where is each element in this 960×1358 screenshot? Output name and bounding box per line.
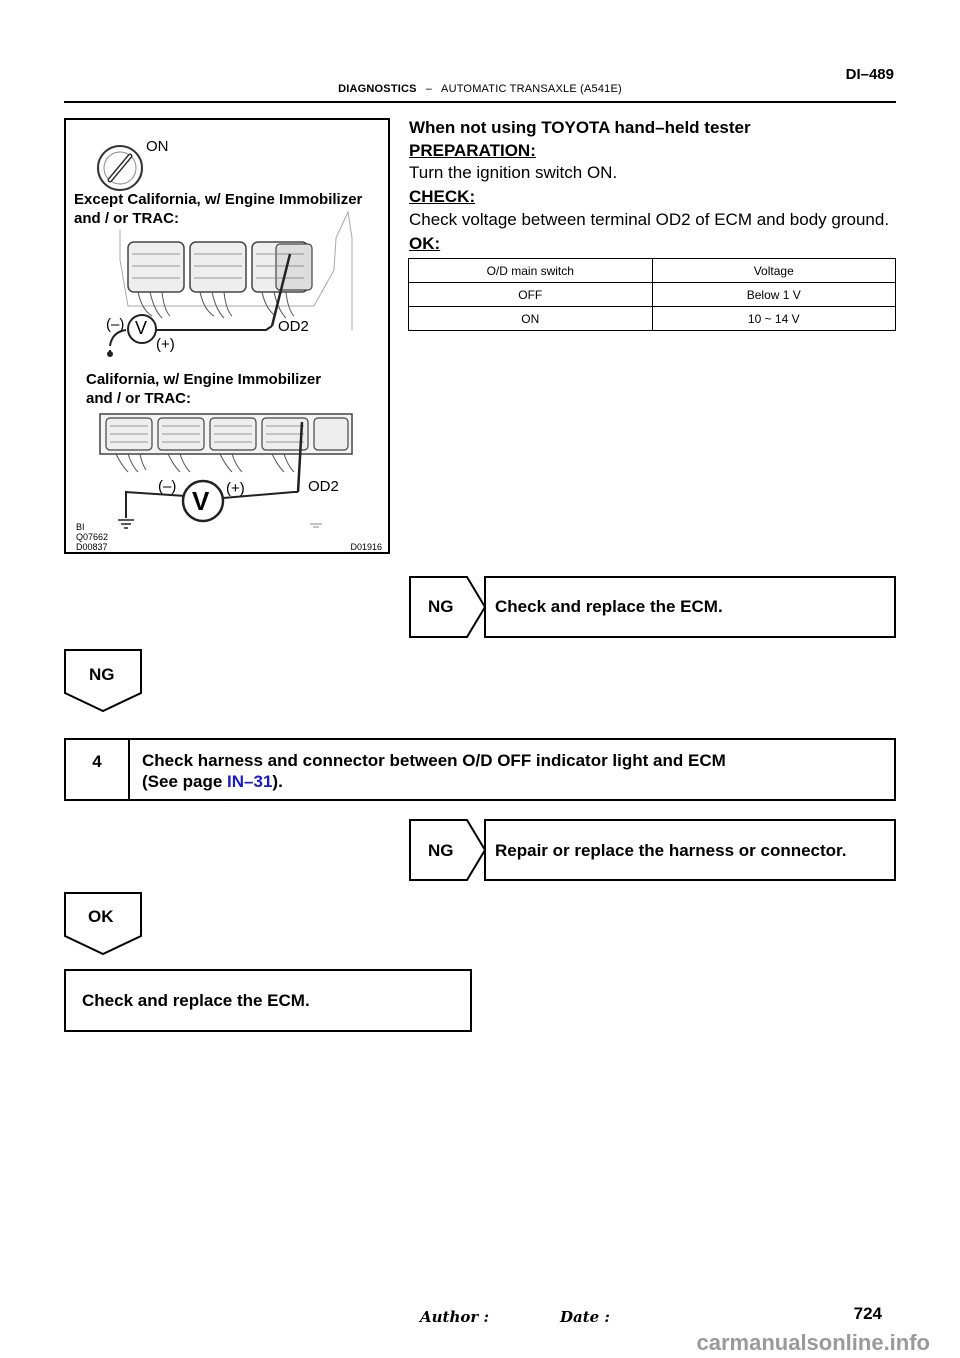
ng-label-2: NG bbox=[428, 841, 454, 860]
ng-down-label: NG bbox=[89, 665, 115, 684]
ok-down-label: OK bbox=[88, 907, 114, 926]
date-label: Date : bbox=[560, 1308, 610, 1326]
header-section: DIAGNOSTICS bbox=[338, 83, 417, 95]
author-label: Author : bbox=[420, 1308, 490, 1326]
final-result-box bbox=[64, 969, 472, 1032]
table-cell: ON bbox=[409, 307, 653, 331]
final-result-text: Check and replace the ECM. bbox=[82, 991, 310, 1010]
ecm-connector-upper bbox=[120, 212, 352, 330]
header-dash: – bbox=[425, 83, 433, 95]
header-rule bbox=[64, 101, 896, 103]
table-cell: OFF bbox=[409, 283, 653, 307]
table-row bbox=[409, 307, 896, 331]
step-title bbox=[142, 750, 726, 792]
step-title-line1: Check harness and connector between O/D OFF indicator light and ECM bbox=[142, 751, 726, 770]
step-title-line2 bbox=[142, 771, 726, 792]
minus-label-upper: (–) bbox=[106, 316, 125, 333]
voltmeter-lower bbox=[118, 481, 322, 528]
caption2-line2: and / or TRAC: bbox=[86, 390, 191, 407]
table-cell: Below 1 V bbox=[652, 283, 896, 307]
step-ref-prefix: (See page bbox=[142, 772, 228, 791]
page-number: 724 bbox=[853, 1304, 882, 1323]
od2-label-upper: OD2 bbox=[278, 318, 309, 335]
minus-label-lower: (–) bbox=[158, 478, 177, 495]
ng-label-1: NG bbox=[428, 597, 454, 616]
ng-result-box-2 bbox=[484, 819, 896, 881]
ignition-key-icon bbox=[98, 146, 142, 190]
figure-code-bi: BI bbox=[76, 522, 85, 532]
caption1-line2: and / or TRAC: bbox=[74, 210, 179, 227]
check-text: Check voltage between terminal OD2 of ECM and body ground. bbox=[409, 210, 890, 229]
ng-result-text-1: Check and replace the ECM. bbox=[495, 597, 723, 616]
step-ref-suffix: ). bbox=[272, 772, 283, 791]
figure-code-q07662: Q07662 bbox=[76, 532, 109, 542]
table-row bbox=[409, 283, 896, 307]
ok-label: OK: bbox=[409, 234, 441, 253]
header-subsection: AUTOMATIC TRANSAXLE (A541E) bbox=[441, 83, 622, 95]
preparation-text: Turn the ignition switch ON. bbox=[409, 163, 618, 182]
meter-symbol-lower: V bbox=[192, 486, 210, 516]
figure-caption-2 bbox=[86, 370, 321, 408]
check-label: CHECK: bbox=[409, 187, 476, 206]
figure-code-d00837: D00837 bbox=[76, 542, 108, 552]
ground-symbol bbox=[118, 520, 134, 528]
voltage-spec-table bbox=[408, 258, 896, 331]
table-header-cell: Voltage bbox=[652, 259, 896, 283]
step-number: 4 bbox=[66, 740, 130, 799]
meter-symbol-upper: V bbox=[135, 318, 148, 338]
table-cell: 10 ~ 14 V bbox=[652, 307, 896, 331]
table-header-cell: O/D main switch bbox=[409, 259, 653, 283]
running-header bbox=[0, 83, 960, 95]
caption1-line1: Except California, w/ Engine Immobilizer bbox=[74, 191, 363, 208]
figure-code-d01916: D01916 bbox=[350, 542, 382, 552]
step-4-box bbox=[64, 738, 896, 801]
plus-label-lower: (+) bbox=[226, 480, 245, 497]
switch-on-label: ON bbox=[146, 138, 169, 155]
preparation-label: PREPARATION: bbox=[409, 141, 536, 160]
wiring-figure bbox=[64, 118, 390, 554]
watermark: carmanualsonline.info bbox=[696, 1330, 930, 1355]
od2-label-lower: OD2 bbox=[308, 478, 339, 495]
table-header-row bbox=[409, 259, 896, 283]
instruction-title: When not using TOYOTA hand–held tester bbox=[409, 118, 751, 137]
page-ref-link[interactable]: IN–31 bbox=[227, 772, 273, 791]
page-code: DI–489 bbox=[845, 66, 894, 83]
plus-label-upper: (+) bbox=[156, 336, 175, 353]
caption2-line1: California, w/ Engine Immobilizer bbox=[86, 371, 322, 388]
ng-result-text-2: Repair or replace the harness or connector. bbox=[495, 841, 847, 860]
voltmeter-upper bbox=[107, 315, 272, 357]
figure-caption-1 bbox=[74, 190, 362, 228]
ng-result-box-1 bbox=[484, 576, 896, 638]
